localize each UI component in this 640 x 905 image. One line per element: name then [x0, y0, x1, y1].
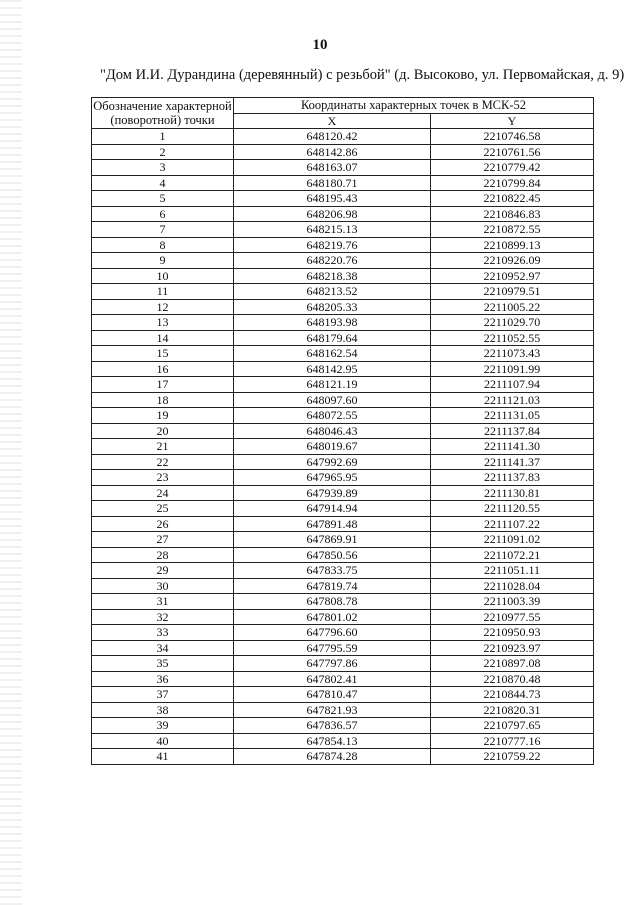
cell-x: 647801.02	[234, 609, 431, 625]
cell-point: 34	[92, 640, 234, 656]
cell-x: 647808.78	[234, 594, 431, 610]
cell-y: 2211107.22	[431, 516, 594, 532]
cell-y: 2211052.55	[431, 330, 594, 346]
table-row	[92, 501, 594, 517]
cell-x: 648142.86	[234, 144, 431, 160]
cell-y: 2210923.97	[431, 640, 594, 656]
cell-point: 26	[92, 516, 234, 532]
table-row	[92, 129, 594, 145]
cell-y: 2210844.73	[431, 687, 594, 703]
table-row	[92, 346, 594, 362]
cell-x: 648046.43	[234, 423, 431, 439]
table-row	[92, 175, 594, 191]
table-row	[92, 454, 594, 470]
table-row	[92, 222, 594, 238]
cell-y: 2210950.93	[431, 625, 594, 641]
cell-y: 2210779.42	[431, 160, 594, 176]
table-row	[92, 749, 594, 765]
cell-y: 2211073.43	[431, 346, 594, 362]
cell-y: 2210822.45	[431, 191, 594, 207]
table-row	[92, 144, 594, 160]
cell-y: 2210797.65	[431, 718, 594, 734]
cell-point: 39	[92, 718, 234, 734]
cell-point: 31	[92, 594, 234, 610]
cell-x: 647965.95	[234, 470, 431, 486]
cell-x: 648206.98	[234, 206, 431, 222]
table-row	[92, 423, 594, 439]
cell-point: 30	[92, 578, 234, 594]
table-row	[92, 563, 594, 579]
cell-point: 19	[92, 408, 234, 424]
cell-x: 648219.76	[234, 237, 431, 253]
cell-y: 2210846.83	[431, 206, 594, 222]
cell-y: 2211051.11	[431, 563, 594, 579]
table-row	[92, 206, 594, 222]
page-number: 10	[312, 37, 328, 53]
table-row	[92, 671, 594, 687]
table-row	[92, 718, 594, 734]
cell-y: 2210870.48	[431, 671, 594, 687]
cell-x: 648179.64	[234, 330, 431, 346]
cell-x: 648162.54	[234, 346, 431, 362]
cell-point: 36	[92, 671, 234, 687]
cell-point: 37	[92, 687, 234, 703]
cell-point: 15	[92, 346, 234, 362]
cell-y: 2211137.84	[431, 423, 594, 439]
table-row	[92, 733, 594, 749]
header-coordinates: Координаты характерных точек в МСК-52	[234, 98, 594, 114]
cell-x: 648121.19	[234, 377, 431, 393]
cell-point: 41	[92, 749, 234, 765]
cell-point: 17	[92, 377, 234, 393]
cell-point: 3	[92, 160, 234, 176]
table-row	[92, 361, 594, 377]
cell-x: 648205.33	[234, 299, 431, 315]
table-row	[92, 253, 594, 269]
table-row	[92, 268, 594, 284]
table-row	[92, 547, 594, 563]
cell-point: 12	[92, 299, 234, 315]
cell-point: 5	[92, 191, 234, 207]
cell-x: 647796.60	[234, 625, 431, 641]
cell-y: 2211029.70	[431, 315, 594, 331]
cell-y: 2211028.04	[431, 578, 594, 594]
cell-point: 29	[92, 563, 234, 579]
scan-noise-left-margin	[0, 0, 22, 905]
table-row	[92, 640, 594, 656]
cell-x: 647854.13	[234, 733, 431, 749]
cell-point: 33	[92, 625, 234, 641]
table-row	[92, 408, 594, 424]
cell-point: 13	[92, 315, 234, 331]
cell-x: 647891.48	[234, 516, 431, 532]
cell-x: 647914.94	[234, 501, 431, 517]
table-row	[92, 377, 594, 393]
cell-y: 2211005.22	[431, 299, 594, 315]
table-row	[92, 284, 594, 300]
cell-y: 2210979.51	[431, 284, 594, 300]
cell-y: 2210746.58	[431, 129, 594, 145]
cell-point: 9	[92, 253, 234, 269]
cell-x: 647833.75	[234, 563, 431, 579]
cell-x: 648220.76	[234, 253, 431, 269]
cell-y: 2210952.97	[431, 268, 594, 284]
coordinates-table	[91, 97, 594, 765]
cell-y: 2211091.99	[431, 361, 594, 377]
cell-y: 2210799.84	[431, 175, 594, 191]
cell-x: 648097.60	[234, 392, 431, 408]
cell-x: 647850.56	[234, 547, 431, 563]
cell-y: 2211131.05	[431, 408, 594, 424]
cell-x: 647797.86	[234, 656, 431, 672]
cell-x: 647819.74	[234, 578, 431, 594]
cell-x: 647836.57	[234, 718, 431, 734]
table-row	[92, 191, 594, 207]
cell-point: 20	[92, 423, 234, 439]
cell-point: 23	[92, 470, 234, 486]
table-row	[92, 609, 594, 625]
cell-y: 2210820.31	[431, 702, 594, 718]
cell-point: 14	[92, 330, 234, 346]
table-row	[92, 687, 594, 703]
cell-x: 648215.13	[234, 222, 431, 238]
cell-x: 648120.42	[234, 129, 431, 145]
cell-x: 648218.38	[234, 268, 431, 284]
table-row	[92, 578, 594, 594]
cell-x: 648213.52	[234, 284, 431, 300]
cell-y: 2211121.03	[431, 392, 594, 408]
cell-point: 21	[92, 439, 234, 455]
header-x: X	[234, 113, 431, 129]
cell-point: 10	[92, 268, 234, 284]
cell-x: 648195.43	[234, 191, 431, 207]
cell-y: 2210872.55	[431, 222, 594, 238]
table-row	[92, 299, 594, 315]
cell-x: 647810.47	[234, 687, 431, 703]
cell-point: 38	[92, 702, 234, 718]
cell-y: 2211120.55	[431, 501, 594, 517]
cell-point: 25	[92, 501, 234, 517]
table-row	[92, 160, 594, 176]
cell-y: 2211141.30	[431, 439, 594, 455]
cell-y: 2210977.55	[431, 609, 594, 625]
table-row	[92, 485, 594, 501]
header-point-designation: Обозначение характерной (поворотной) точки	[93, 98, 232, 127]
cell-x: 647939.89	[234, 485, 431, 501]
cell-y: 2211137.83	[431, 470, 594, 486]
table-row	[92, 625, 594, 641]
table-row	[92, 470, 594, 486]
cell-point: 27	[92, 532, 234, 548]
cell-y: 2211107.94	[431, 377, 594, 393]
cell-point: 28	[92, 547, 234, 563]
cell-point: 6	[92, 206, 234, 222]
cell-y: 2210897.08	[431, 656, 594, 672]
cell-point: 7	[92, 222, 234, 238]
header-y: Y	[431, 113, 594, 129]
cell-point: 35	[92, 656, 234, 672]
cell-point: 32	[92, 609, 234, 625]
table-body	[92, 129, 594, 765]
cell-y: 2211072.21	[431, 547, 594, 563]
cell-point: 2	[92, 144, 234, 160]
table-row	[92, 439, 594, 455]
cell-point: 8	[92, 237, 234, 253]
cell-y: 2211141.37	[431, 454, 594, 470]
cell-x: 648019.67	[234, 439, 431, 455]
cell-x: 648142.95	[234, 361, 431, 377]
cell-point: 18	[92, 392, 234, 408]
table-row	[92, 392, 594, 408]
cell-x: 648072.55	[234, 408, 431, 424]
cell-x: 647802.41	[234, 671, 431, 687]
table-row	[92, 702, 594, 718]
table-row	[92, 330, 594, 346]
table-row	[92, 237, 594, 253]
cell-y: 2211003.39	[431, 594, 594, 610]
table-row	[92, 594, 594, 610]
cell-y: 2210759.22	[431, 749, 594, 765]
cell-point: 4	[92, 175, 234, 191]
cell-x: 648180.71	[234, 175, 431, 191]
cell-x: 648163.07	[234, 160, 431, 176]
cell-y: 2210926.09	[431, 253, 594, 269]
cell-point: 16	[92, 361, 234, 377]
cell-y: 2211130.81	[431, 485, 594, 501]
document-title: "Дом И.И. Дурандина (деревянный) с резьбой" (д. Высоково, ул. Первомайская, д. 9)	[100, 67, 625, 83]
cell-x: 647795.59	[234, 640, 431, 656]
cell-y: 2210761.56	[431, 144, 594, 160]
table-row	[92, 656, 594, 672]
cell-y: 2210777.16	[431, 733, 594, 749]
cell-point: 11	[92, 284, 234, 300]
table-row	[92, 532, 594, 548]
cell-point: 1	[92, 129, 234, 145]
cell-point: 40	[92, 733, 234, 749]
cell-y: 2210899.13	[431, 237, 594, 253]
cell-x: 647874.28	[234, 749, 431, 765]
cell-x: 647821.93	[234, 702, 431, 718]
table-row	[92, 315, 594, 331]
cell-x: 647869.91	[234, 532, 431, 548]
cell-y: 2211091.02	[431, 532, 594, 548]
cell-point: 24	[92, 485, 234, 501]
cell-x: 647992.69	[234, 454, 431, 470]
cell-point: 22	[92, 454, 234, 470]
table-row	[92, 516, 594, 532]
cell-x: 648193.98	[234, 315, 431, 331]
